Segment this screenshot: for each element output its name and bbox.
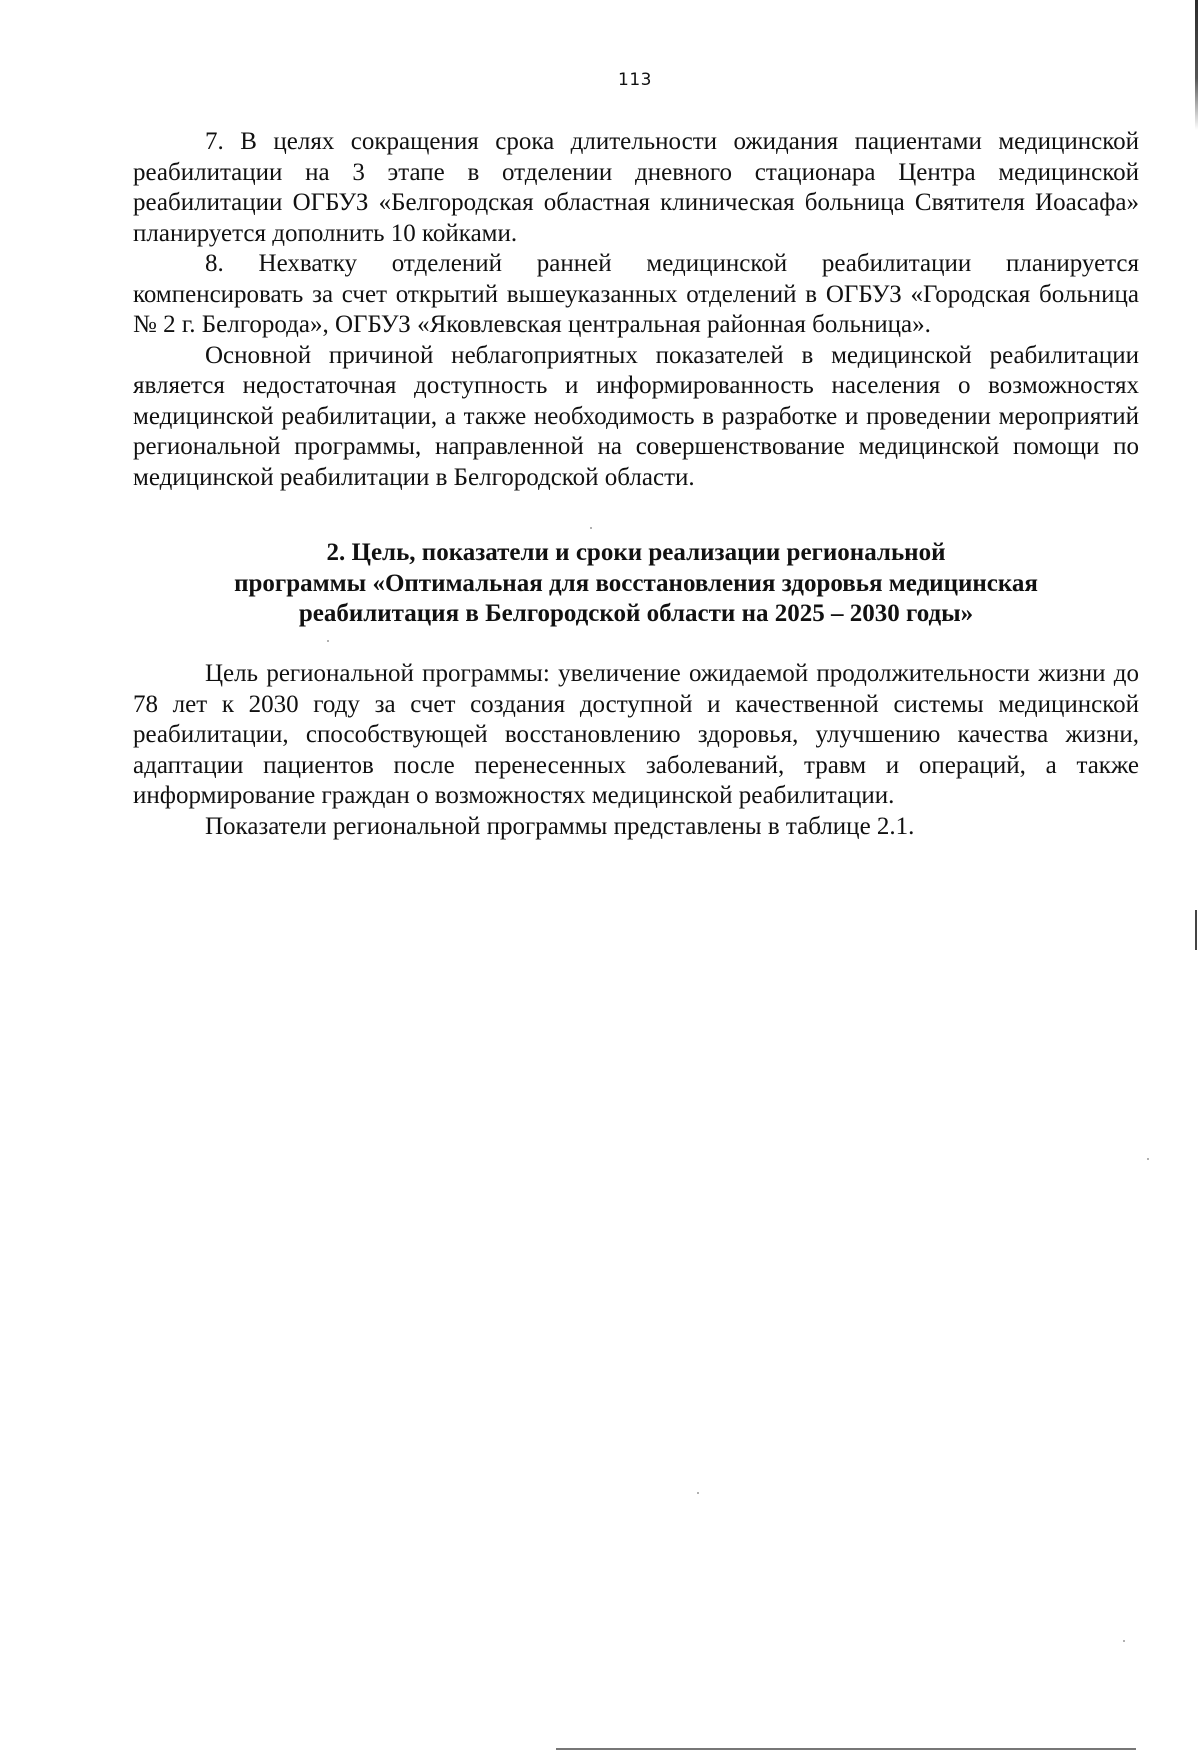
scan-edge-artifact [1195, 910, 1197, 950]
section-heading [133, 538, 1139, 630]
scan-speck [1123, 1640, 1125, 1642]
paragraph-item-7: 7. В целях сокращения срока длительности ожидания пациентами медицинской реабилитации на 3 этапе в отделении дневного стационара Центра медицинской реабилитации ОГБУЗ «Белгородская областная клиническая больница Святителя Иоасафа» планируется дополнить 10 койками. [133, 128, 1139, 247]
paragraph-main-reason: Основной причиной неблагоприятных показателей в медицинской реабилитации является недостаточная доступность и информированность населения о возможностях медицинской реабилитации, а также необходимость в разработке и проведении мероприятий региональной программы, направленной на совершенствование медицинской помощи по медицинской реабилитации в Белгородской области. [133, 341, 1139, 491]
scan-speck [327, 640, 329, 642]
page-number: 113 [618, 70, 652, 90]
text-block-top [133, 127, 1139, 493]
section-heading-line: программы «Оптимальная для восстановления здоровья медицинская [234, 569, 1038, 597]
paragraph-indicators-reference: Показатели региональной программы представлены в таблице 2.1. [205, 812, 915, 840]
scan-edge-artifact [1195, 0, 1198, 130]
paragraph-program-goal: Цель региональной программы: увеличение ожидаемой продолжительности жизни до 78 лет к 2030 году за счет создания доступной и качественной системы медицинской реабилитации, способствующей восстановлению здоровья, улучшению качества жизни, адаптации пациентов после перенесенных заболеваний, травм и операций, а также информирование граждан о возможностях медицинской реабилитации. [133, 660, 1139, 809]
paragraph-item-8: 8. Нехватку отделений ранней медицинской реабилитации планируется компенсировать за счет открытий вышеуказанных отделений в ОГБУЗ «Городская больница № 2 г. Белгорода», ОГБУЗ «Яковлевская центральная районная больница». [133, 250, 1139, 338]
scan-bottom-line [556, 1748, 1136, 1750]
section-heading-line: 2. Цель, показатели и сроки реализации региональной [326, 539, 946, 566]
scan-speck [1147, 1158, 1149, 1160]
section-heading-line: реабилитация в Белгородской области на 2025 – 2030 годы» [298, 600, 974, 627]
text-block-bottom [133, 659, 1139, 842]
scan-speck [590, 527, 592, 529]
scan-speck [697, 1492, 699, 1494]
